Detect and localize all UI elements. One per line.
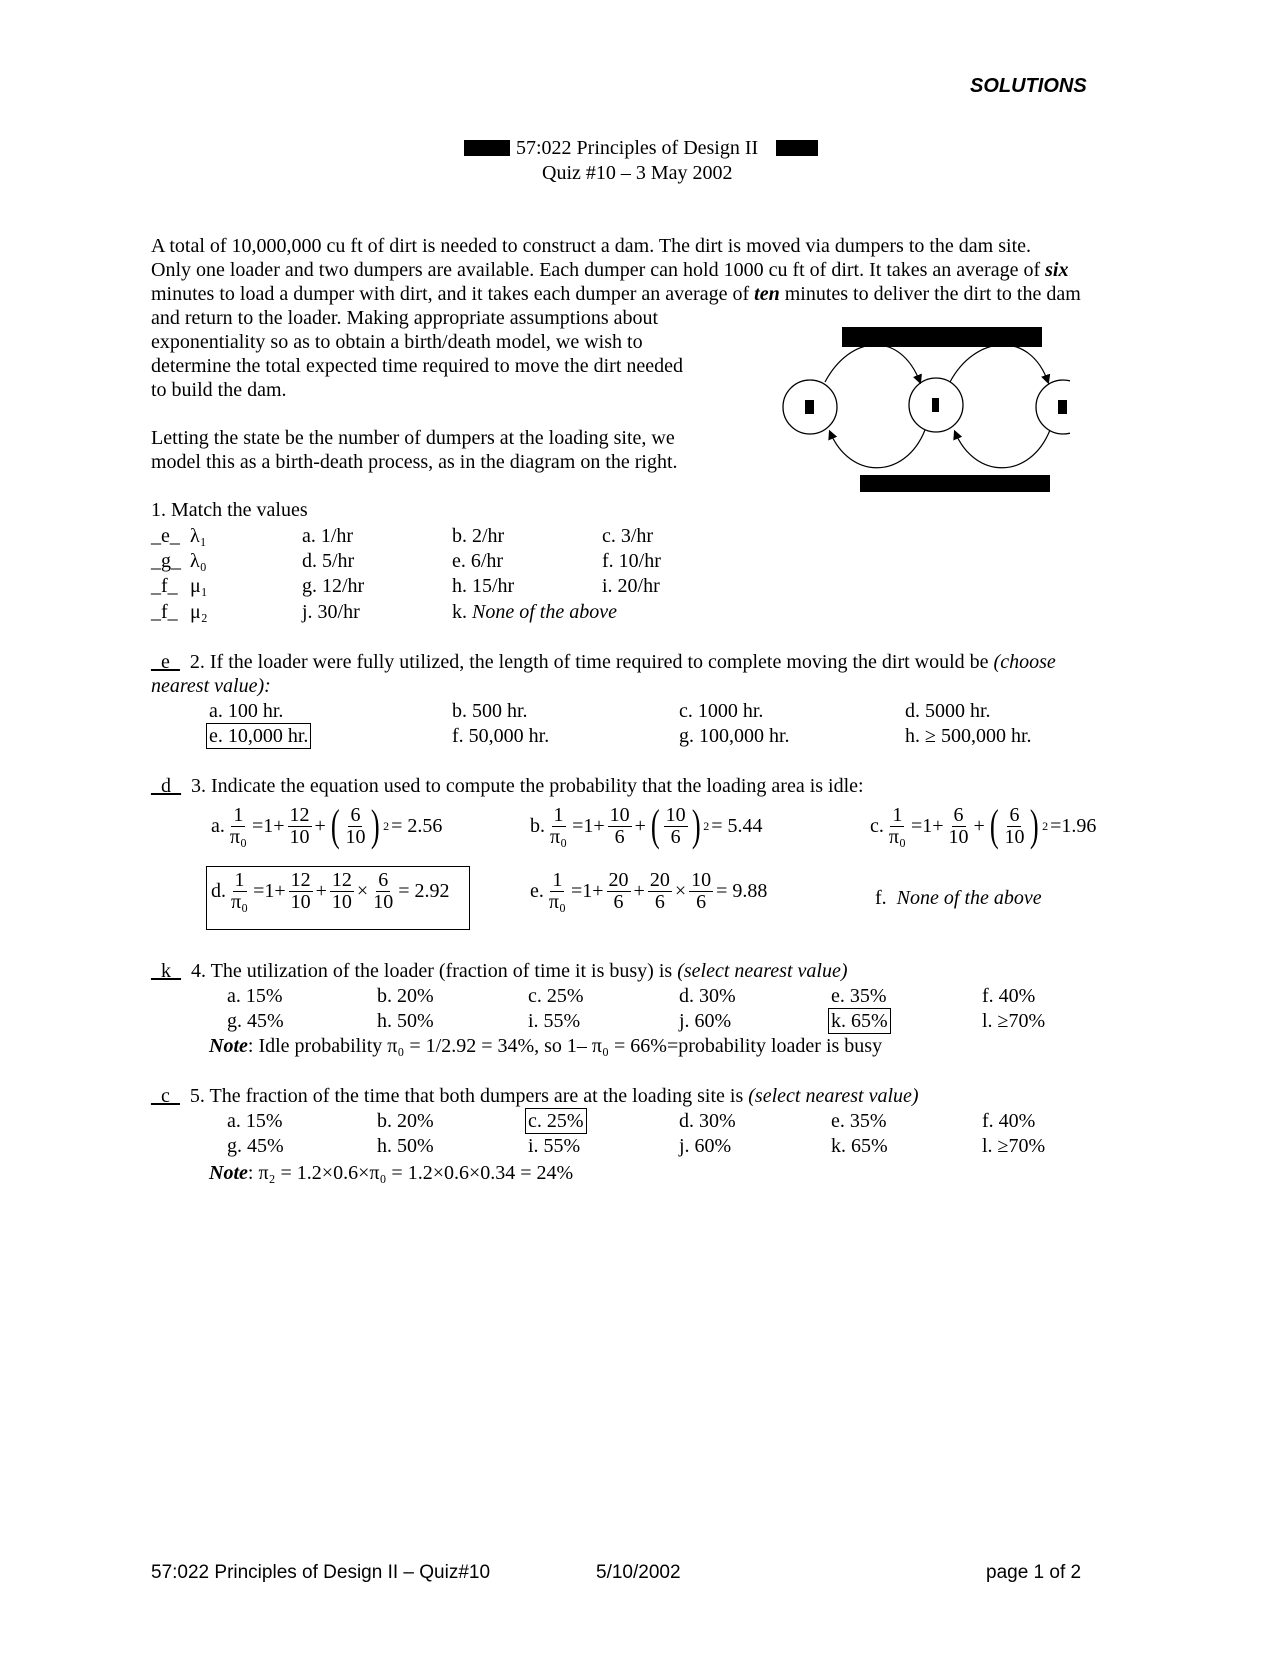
six-emphasis: six <box>1045 259 1069 281</box>
q1-symbol-lambda1: λ₁ <box>190 525 207 547</box>
q4-question: _k_ 4. The utilization of the loader (fraction of time it is busy) is (select nearest value) <box>151 960 848 982</box>
q1-symbol-mu2: μ₂ <box>190 601 208 623</box>
ten-emphasis: ten <box>754 283 780 305</box>
q2-question: _e_ 2. If the loader were fully utilized, the length of time required to complete moving the dirt would be (choose <box>151 651 1056 673</box>
redaction-bar-right <box>776 140 818 156</box>
q3-equation-e: e. $\frac{1}{\text{π₀}}$ =1+ $\frac{20}{6}$ + $\frac{20}{6}$ × $\frac{10}{6}$ = 9.88 <box>530 869 768 913</box>
q1-option: g. 12/hr <box>302 575 365 597</box>
q5-answer: _c_ <box>151 1085 180 1107</box>
q3-answer: _d_ <box>151 775 181 797</box>
q1-answer-1: _e_ <box>151 525 180 547</box>
q1-option: d. 5/hr <box>302 550 355 572</box>
q3-equation-c: c. $\frac{1}{\text{π₀}}$ =1+ $\frac{6}{10}$ + ( $\frac{6}{10}$ ) 2 =1.96 <box>870 801 1097 850</box>
q2-question-cont: nearest value): <box>151 675 271 697</box>
arrow-2-to-1 <box>955 430 1050 468</box>
q2-option-d: d. 5000 hr. <box>905 700 991 722</box>
q5-option-d: d. 30% <box>679 1110 736 1132</box>
quiz-title: Quiz #10 – 3 May 2002 <box>542 162 733 184</box>
q1-symbol-lambda0: λ₀ <box>190 550 207 572</box>
course-title: 57:022 Principles of Design II <box>516 137 759 159</box>
q2-option-g: g. 100,000 hr. <box>679 725 790 747</box>
arrow-1-to-0 <box>830 430 925 468</box>
q1-option: h. 15/hr <box>452 575 515 597</box>
q2-option-f: f. 50,000 hr. <box>452 725 550 747</box>
q4-option-g: g. 45% <box>227 1010 284 1032</box>
q4-option-i: i. 55% <box>528 1010 581 1032</box>
state-2-label-redacted <box>1058 400 1067 414</box>
q1-title: 1. Match the values <box>151 499 308 521</box>
q1-option: f. 10/hr <box>602 550 661 572</box>
q4-option-a: a. 15% <box>227 985 283 1007</box>
q3-equation-d: d. $\frac{1}{\text{π₀}}$ =1+ $\frac{12}{10}$ + $\frac{12}{10}$ × $\frac{6}{10}$ = 2.92 <box>211 869 450 913</box>
q2-option-e-selected: e. 10,000 hr. <box>206 723 311 749</box>
redaction-bar-bottom <box>860 475 1050 492</box>
state-0-label-redacted <box>805 400 814 414</box>
q4-option-c: c. 25% <box>528 985 584 1007</box>
q5-option-j: j. 60% <box>679 1135 732 1157</box>
arrow-0-to-1 <box>825 345 920 382</box>
q4-option-b: b. 20% <box>377 985 434 1007</box>
q5-option-i: i. 55% <box>528 1135 581 1157</box>
q1-option: c. 3/hr <box>602 525 654 547</box>
intro-line-5: exponentiality so as to obtain a birth/death model, we wish to <box>151 331 643 353</box>
q5-note: Note: π₂ = 1.2×0.6×π₀ = 1.2×0.6×0.34 = 24% <box>209 1162 574 1184</box>
q5-option-b: b. 20% <box>377 1110 434 1132</box>
footer-page-number: page 1 of 2 <box>986 1562 1082 1583</box>
footer-course: 57:022 Principles of Design II – Quiz#10 <box>151 1562 491 1583</box>
q5-option-e: e. 35% <box>831 1110 887 1132</box>
redaction-bar-left <box>464 140 510 156</box>
redaction-bar-top <box>842 327 1042 347</box>
q5-option-f: f. 40% <box>982 1110 1036 1132</box>
q4-note: Note: Idle probability π₀ = 1/2.92 = 34%, so 1– π₀ = 66%=probability loader is busy <box>209 1035 883 1057</box>
q1-answer-3: _f_ <box>151 575 178 597</box>
arrow-1-to-2 <box>950 345 1048 382</box>
q4-option-h: h. 50% <box>377 1010 434 1032</box>
q5-question: _c_ 5. The fraction of the time that both dumpers are at the loading site is (select nearest value) <box>151 1085 919 1107</box>
intro-line-8: Letting the state be the number of dumpers at the loading site, we <box>151 427 675 449</box>
q2-option-c: c. 1000 hr. <box>679 700 764 722</box>
q3-equation-a: a. $\frac{1}{\text{π₀}}$ =1+ $\frac{12}{10}$ + ( $\frac{6}{10}$ ) 2 = 2.56 <box>211 801 443 850</box>
q4-option-e: e. 35% <box>831 985 887 1007</box>
intro-line-6: determine the total expected time required to move the dirt needed <box>151 355 684 377</box>
q3-question: _d_ 3. Indicate the equation used to compute the probability that the loading area is idle: <box>151 775 864 797</box>
q1-option: b. 2/hr <box>452 525 505 547</box>
birth-death-diagram <box>770 320 1070 495</box>
q4-option-j: j. 60% <box>679 1010 732 1032</box>
solutions-label: SOLUTIONS <box>970 75 1087 97</box>
q4-option-d: d. 30% <box>679 985 736 1007</box>
q2-option-h: h. ≥ 500,000 hr. <box>905 725 1032 747</box>
q1-option: j. 30/hr <box>302 601 360 623</box>
q2-option-a: a. 100 hr. <box>209 700 284 722</box>
q5-option-h: h. 50% <box>377 1135 434 1157</box>
q5-option-a: a. 15% <box>227 1110 283 1132</box>
q2-option-b: b. 500 hr. <box>452 700 528 722</box>
q1-symbol-mu1: μ₁ <box>190 575 208 597</box>
q3-equation-b: b. $\frac{1}{\text{π₀}}$ =1+ $\frac{10}{6}$ + ( $\frac{10}{6}$ ) 2 = 5.44 <box>530 801 763 850</box>
q1-option: i. 20/hr <box>602 575 660 597</box>
state-1-label-redacted <box>932 398 939 412</box>
q4-option-l: l. ≥70% <box>982 1010 1046 1032</box>
q5-option-g: g. 45% <box>227 1135 284 1157</box>
intro-line-2: Only one loader and two dumpers are available. Each dumper can hold 1000 cu ft of dirt. It takes an average of six <box>151 259 1069 281</box>
intro-line-4: and return to the loader. Making appropriate assumptions about <box>151 307 659 329</box>
q1-option: a. 1/hr <box>302 525 354 547</box>
q4-option-f: f. 40% <box>982 985 1036 1007</box>
intro-line-7: to build the dam. <box>151 379 287 401</box>
q1-answer-2: _g_ <box>151 550 181 572</box>
footer-date: 5/10/2002 <box>596 1562 681 1583</box>
intro-line-3: minutes to load a dumper with dirt, and it takes each dumper an average of ten minutes to deliver the dirt to the dam <box>151 283 1081 305</box>
q5-option-k: k. 65% <box>831 1135 888 1157</box>
q1-option: e. 6/hr <box>452 550 504 572</box>
q4-answer: _k_ <box>151 960 181 982</box>
q5-option-l: l. ≥70% <box>982 1135 1046 1157</box>
q5-option-c-selected: c. 25% <box>525 1108 587 1134</box>
q1-option-none: k. None of the above <box>452 601 617 623</box>
intro-line-9: model this as a birth-death process, as in the diagram on the right. <box>151 451 678 473</box>
q4-option-k-selected: k. 65% <box>828 1008 891 1034</box>
q1-answer-4: _f_ <box>151 601 178 623</box>
q2-answer: _e_ <box>151 651 180 673</box>
q3-option-f: f. None of the above <box>875 887 1042 909</box>
intro-line-1: A total of 10,000,000 cu ft of dirt is needed to construct a dam. The dirt is moved via dumpers to the dam site. <box>151 235 1032 257</box>
